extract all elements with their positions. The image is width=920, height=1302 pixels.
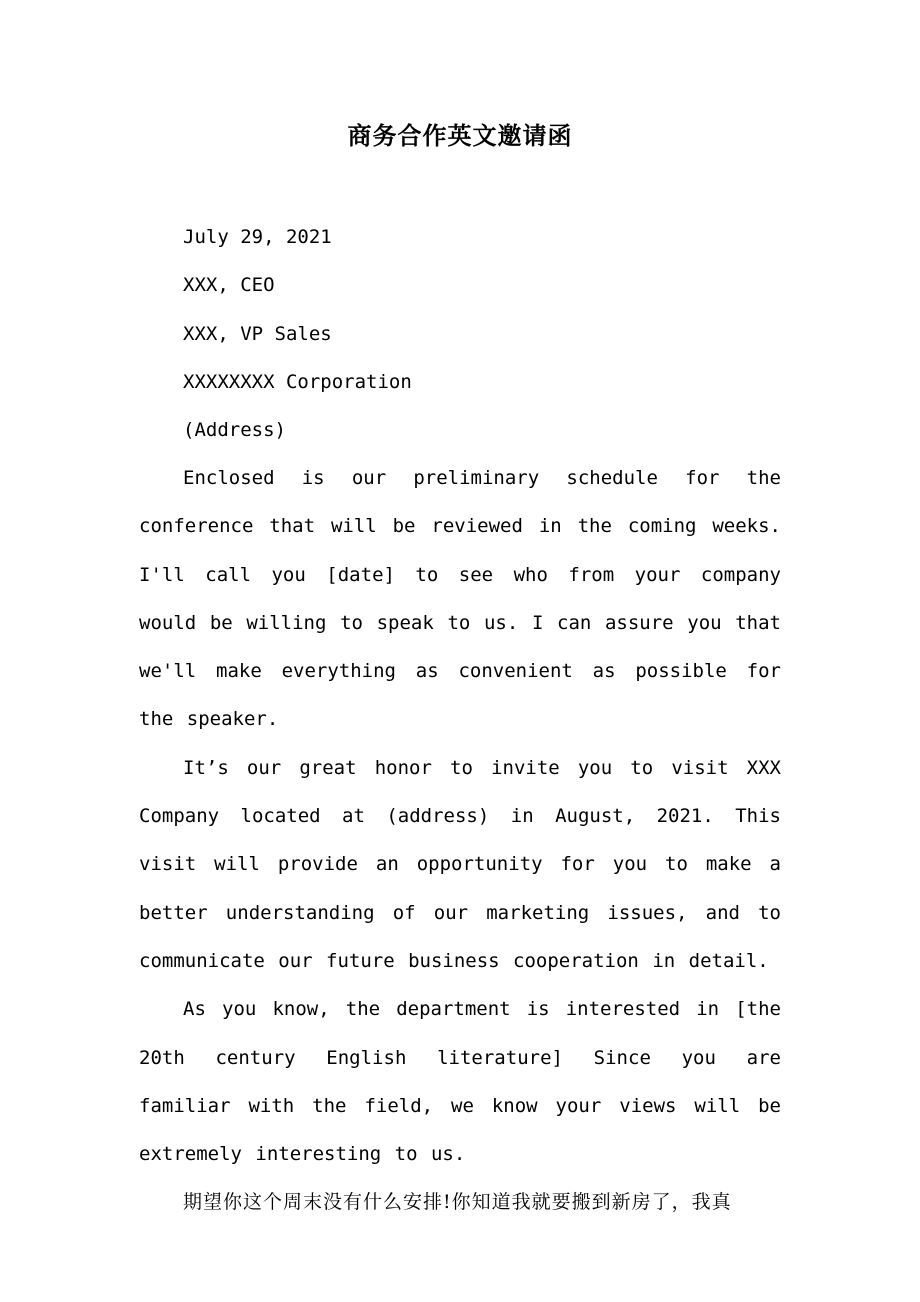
recipient-line: XXX, CEO xyxy=(183,274,275,297)
letter-body xyxy=(139,454,781,1227)
document-title: 商务合作英文邀请函 xyxy=(347,121,573,150)
body-paragraph: Enclosed is our preliminary schedule for the conference that will be reviewed in the coming weeks. I'll call you [date] to see who from your company would be willing to speak to us. I can assure you that we'll make everything as convenient as possible for the speaker. xyxy=(139,467,781,731)
body-paragraph: As you know, the department is interested in [the 20th century English literature] Since you are familiar with the field, we know your views will be extremely interesting to us. xyxy=(139,998,781,1166)
body-paragraph: It’s our great honor to invite you to visit XXX Company located at (address) in August, 2021. This visit will provide an opportunity for you to make a better understanding of our marketing issues, and to communicate our future business cooperation in detail. xyxy=(139,756,781,972)
recipient-company: XXXXXXXX Corporation xyxy=(183,370,412,393)
body-paragraph-chinese: 期望你这个周末没有什么安排!你知道我就要搬到新房了，我真 xyxy=(183,1191,732,1214)
recipient-line: XXX, VP Sales xyxy=(183,322,332,345)
letter-header xyxy=(139,213,781,454)
letter-date: July 29, 2021 xyxy=(183,226,332,248)
recipient-address: (Address) xyxy=(183,419,286,442)
